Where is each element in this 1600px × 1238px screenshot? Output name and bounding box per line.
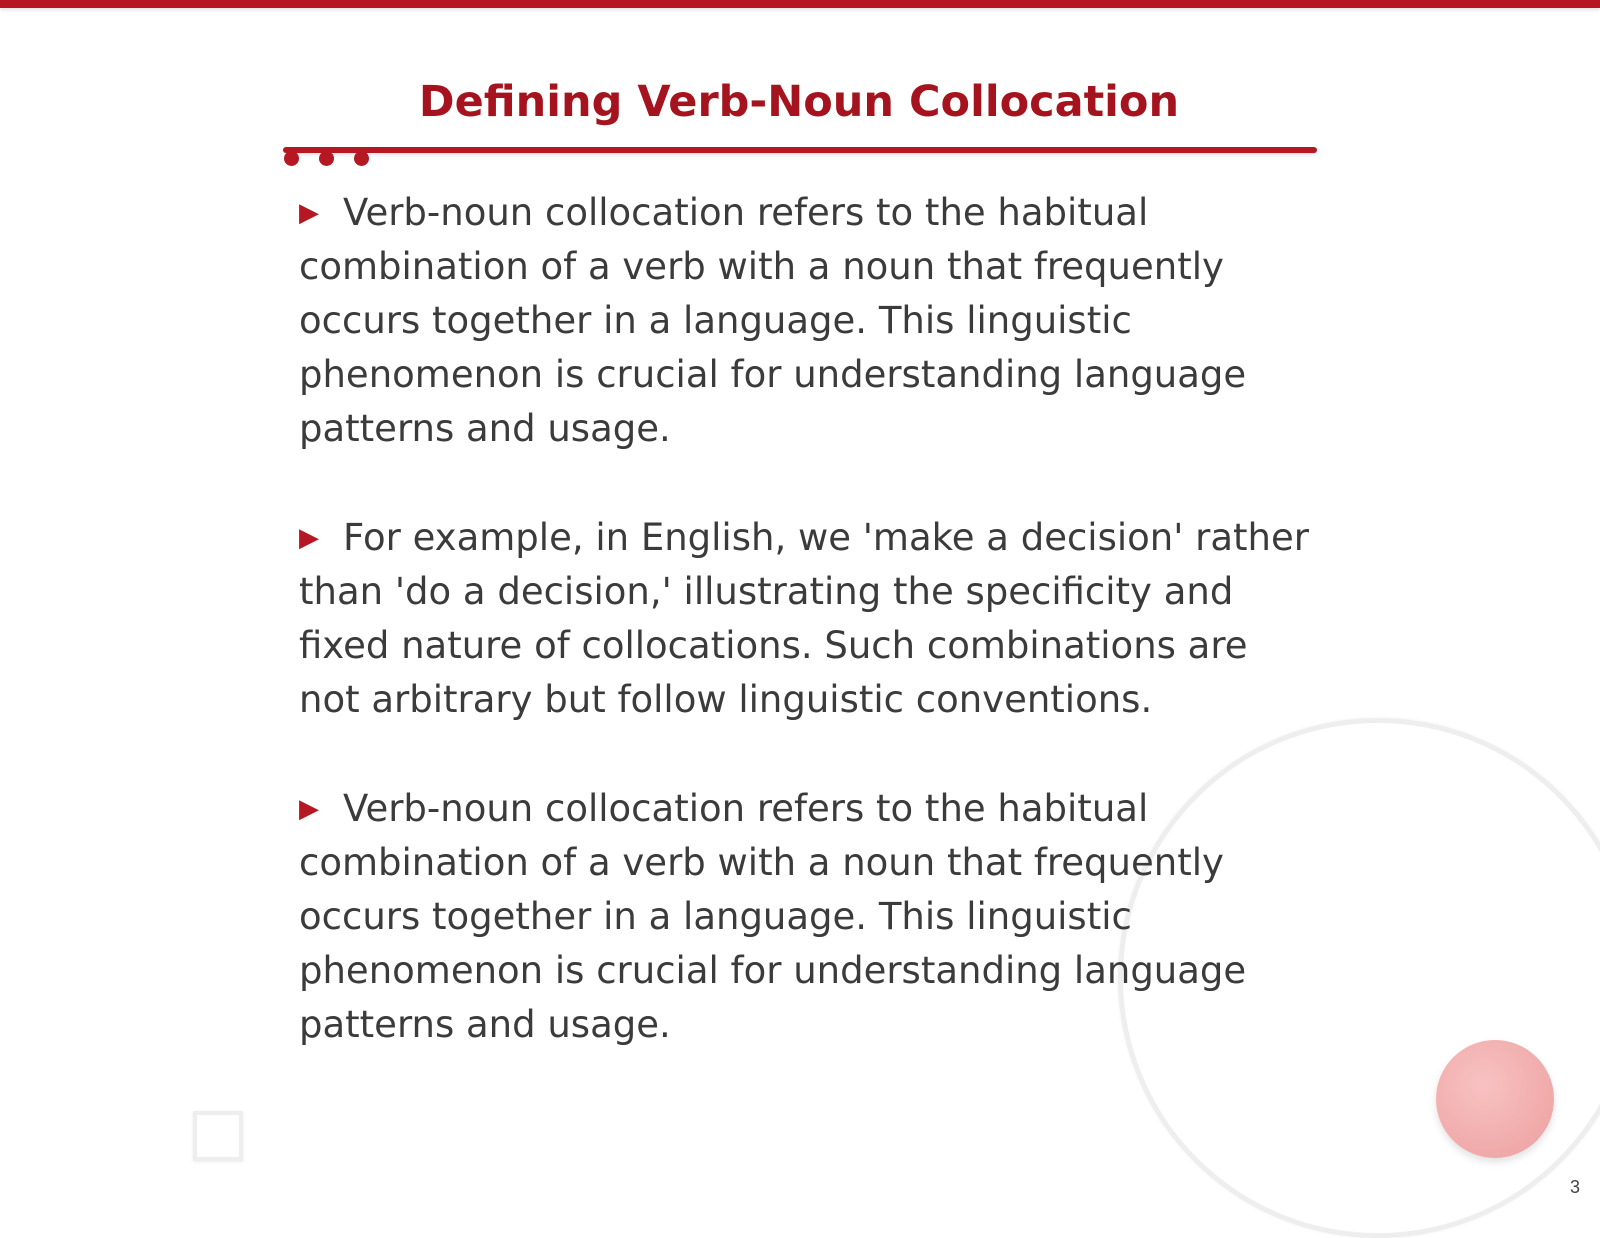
bullet-text: For example, in English, we 'make a decision' rather than 'do a decision,' illustrating the specificity and fixed nature of collocations. Such combinations are not arbitrary but follow linguistic conventions.	[299, 516, 1309, 721]
underline-dot-3	[354, 151, 369, 166]
bullet-arrow-icon: ▶	[299, 198, 319, 228]
underline-dot-1	[284, 151, 299, 166]
bullet-item	[299, 511, 1319, 727]
bullet-item	[299, 186, 1319, 456]
top-accent-bar	[0, 0, 1600, 8]
title-underline	[283, 147, 1317, 153]
bullet-arrow-icon: ▶	[299, 794, 319, 824]
bullet-text: Verb-noun collocation refers to the habitual combination of a verb with a noun that frequently occurs together in a language. This linguistic phenomenon is crucial for understanding language patterns and usage.	[299, 191, 1247, 450]
slide-title: Defining Verb-Noun Collocation	[418, 77, 1180, 127]
bullet-item	[299, 782, 1319, 1052]
bullet-list	[299, 186, 1319, 1107]
decorative-square	[193, 1111, 243, 1161]
bullet-text: Verb-noun collocation refers to the habitual combination of a verb with a noun that frequently occurs together in a language. This linguistic phenomenon is crucial for understanding language patterns and usage.	[299, 787, 1247, 1046]
decorative-pink-circle	[1436, 1040, 1554, 1158]
page-number: 3	[1569, 1177, 1580, 1197]
underline-dot-2	[319, 151, 334, 166]
bullet-arrow-icon: ▶	[299, 523, 319, 553]
